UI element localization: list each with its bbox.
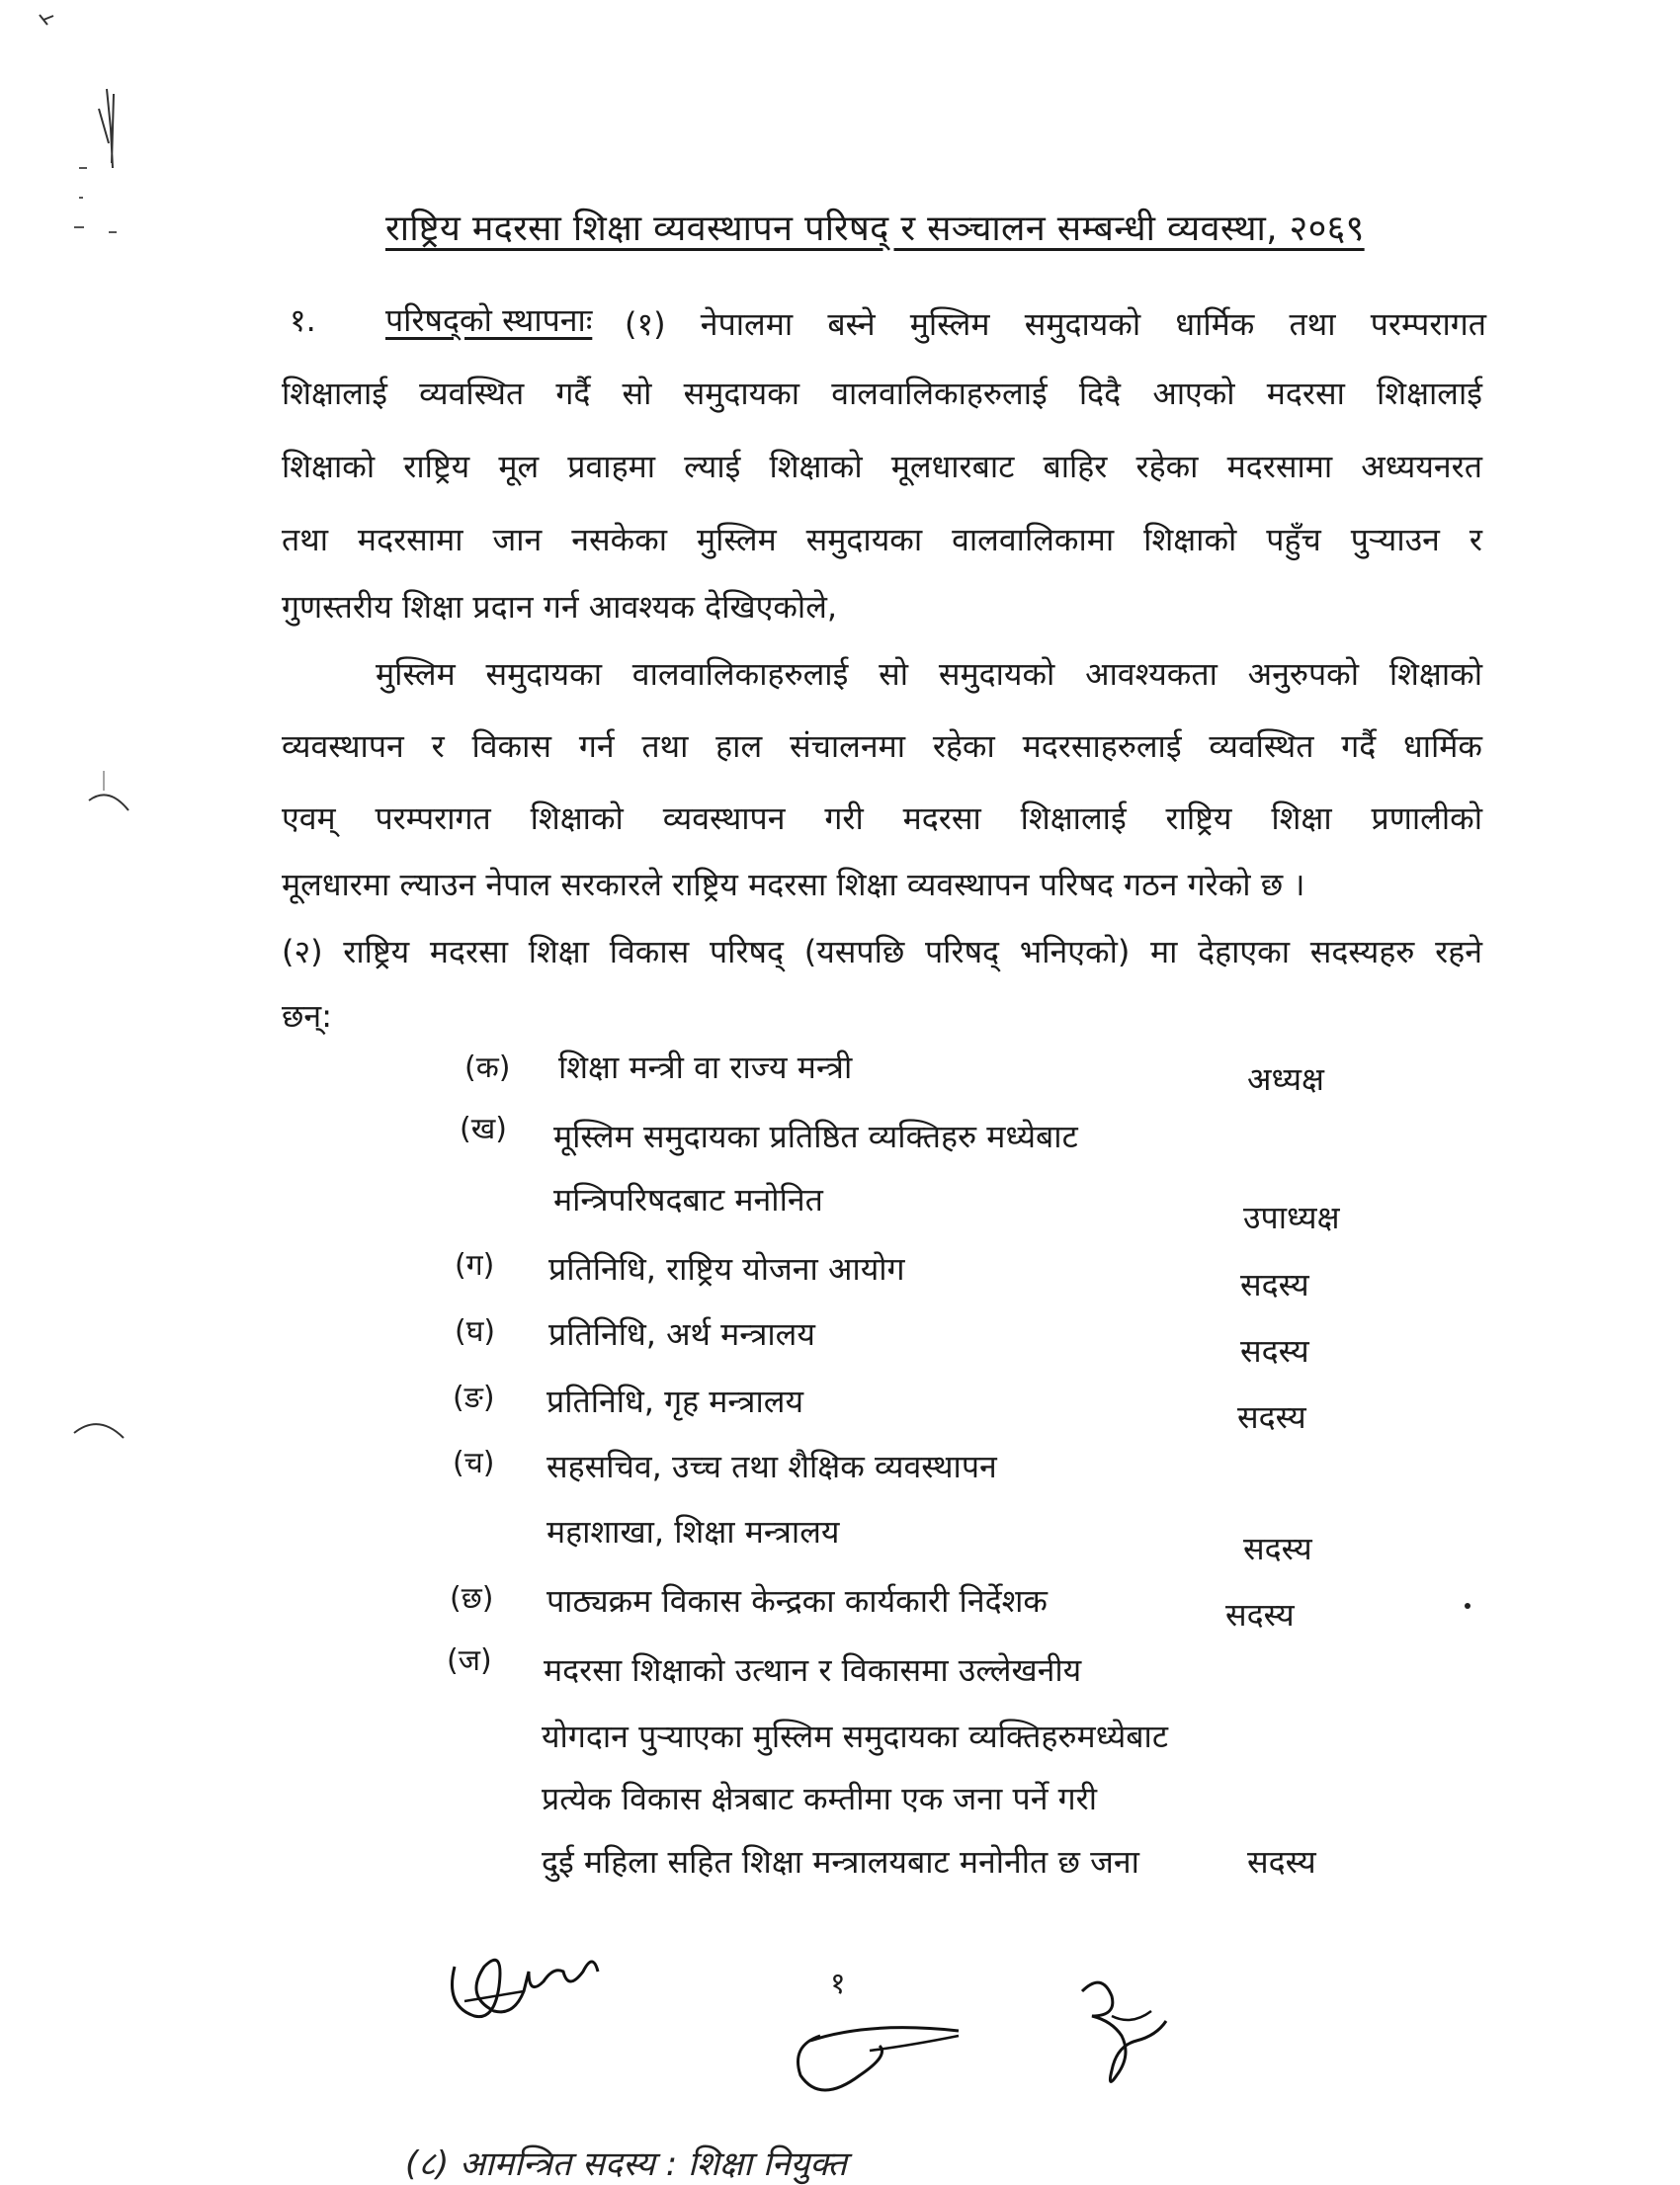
member-text: दुई महिला सहित शिक्षा मन्त्रालयबाट मनोनीत छ जना bbox=[542, 1843, 1139, 1881]
signature-left bbox=[435, 1927, 613, 2036]
member-text: मदरसा शिक्षाको उत्थान र विकासमा उल्लेखनीय bbox=[544, 1651, 1082, 1689]
para1-first-line: (१) नेपालमा बस्ने मुस्लिम समुदायको धार्मिक तथा परम्परागत bbox=[625, 305, 1486, 343]
member-label: (ग) bbox=[455, 1248, 495, 1283]
para1-line: शिक्षालाई व्यवस्थित गर्दै सो समुदायका वालवालिकाहरुलाई दिदै आएको मदरसा शिक्षालाई bbox=[282, 375, 1482, 412]
member-label: (क) bbox=[464, 1050, 511, 1085]
member-text: सहसचिव, उच्च तथा शैक्षिक व्यवस्थापन bbox=[546, 1448, 997, 1485]
member-role: सदस्य bbox=[1225, 1596, 1295, 1634]
page-number: १ bbox=[830, 1967, 846, 2001]
para2-line: मुस्लिम समुदायका वालवालिकाहरुलाई सो समुदायको आवश्यकता अनुरुपको शिक्षाको bbox=[376, 655, 1482, 693]
signature-right bbox=[1057, 1967, 1176, 2095]
member-label: (च) bbox=[453, 1446, 495, 1480]
member-role: अध्यक्ष bbox=[1247, 1060, 1324, 1098]
member-text: प्रतिनिधि, राष्ट्रिय योजना आयोग bbox=[548, 1250, 905, 1288]
section-heading: परिषद्को स्थापनाः bbox=[385, 301, 593, 339]
member-text: मूस्लिम समुदायका प्रतिष्ठित व्यक्तिहरु मध्येबाट bbox=[553, 1118, 1078, 1155]
para3-line: छन्: bbox=[282, 997, 332, 1035]
member-text: शिक्षा मन्त्री वा राज्य मन्त्री bbox=[558, 1049, 853, 1086]
member-label: (ख) bbox=[460, 1112, 507, 1146]
member-text: महाशाखा, शिक्षा मन्त्रालय bbox=[546, 1513, 840, 1551]
member-label: (घ) bbox=[455, 1314, 496, 1349]
member-label: (छ) bbox=[450, 1581, 494, 1616]
member-label: (ङ) bbox=[453, 1381, 495, 1415]
member-text: योगदान पुऱ्याएका मुस्लिम समुदायका व्यक्तिहरुमध्येबाट bbox=[542, 1718, 1168, 1755]
member-role: सदस्य bbox=[1240, 1266, 1309, 1303]
member-role: सदस्य bbox=[1237, 1398, 1306, 1436]
para1-line: गुणस्तरीय शिक्षा प्रदान गर्न आवश्यक देखिएकोले, bbox=[282, 588, 838, 626]
para2-line: मूलधारमा ल्याउन नेपाल सरकारले राष्ट्रिय मदरसा शिक्षा व्यवस्थापन परिषद गठन गरेको छ । bbox=[282, 866, 1305, 903]
section-number: १. bbox=[290, 301, 316, 339]
para1-line: तथा मदरसामा जान नसकेका मुस्लिम समुदायका वालवालिकामा शिक्षाको पहुँच पुऱ्याउन र bbox=[282, 521, 1482, 558]
document-title: राष्ट्रिय मदरसा शिक्षा व्यवस्थापन परिषद् र सञ्चालन सम्बन्धी व्यवस्था, २०६९ bbox=[385, 209, 1365, 249]
stray-dot bbox=[1463, 1601, 1472, 1611]
member-role: सदस्य bbox=[1247, 1843, 1316, 1881]
para2-line: व्यवस्थापन र विकास गर्न तथा हाल संचालनमा रहेका मदरसाहरुलाई व्यवस्थित गर्दै धार्मिक bbox=[282, 727, 1482, 765]
member-role: उपाध्यक्ष bbox=[1243, 1199, 1340, 1236]
member-label: (ज) bbox=[447, 1643, 492, 1678]
member-role: सदस्य bbox=[1243, 1530, 1312, 1567]
para3-line: (२) राष्ट्रिय मदरसा शिक्षा विकास परिषद् (यसपछि परिषद् भनिएको) मा देहाएका सदस्यहरु रहने bbox=[282, 933, 1482, 970]
para2-line: एवम् परम्परागत शिक्षाको व्यवस्थापन गरी मदरसा शिक्षालाई राष्ट्रिय शिक्षा प्रणालीको bbox=[282, 799, 1482, 837]
signature-middle bbox=[781, 2006, 978, 2115]
member-text: प्रत्येक विकास क्षेत्रबाट कम्तीमा एक जना पर्ने गरी bbox=[542, 1780, 1098, 1817]
bottom-cut-text: (८) आमन्त्रित सदस्य : शिक्षा नियुक्त bbox=[405, 2144, 847, 2184]
member-text: मन्त्रिपरिषदबाट मनोनित bbox=[553, 1181, 823, 1219]
member-text: पाठ्यक्रम विकास केन्द्रका कार्यकारी निर्देशक bbox=[546, 1582, 1048, 1620]
member-text: प्रतिनिधि, अर्थ मन्त्रालय bbox=[548, 1315, 815, 1353]
member-text: प्रतिनिधि, गृह मन्त्रालय bbox=[546, 1383, 804, 1420]
para1-line: शिक्षाको राष्ट्रिय मूल प्रवाहमा ल्याई शिक्षाको मूलधारबाट बाहिर रहेका मदरसामा अध्ययनरत bbox=[282, 448, 1482, 485]
scan-marks bbox=[0, 0, 198, 1482]
member-role: सदस्य bbox=[1240, 1332, 1309, 1370]
